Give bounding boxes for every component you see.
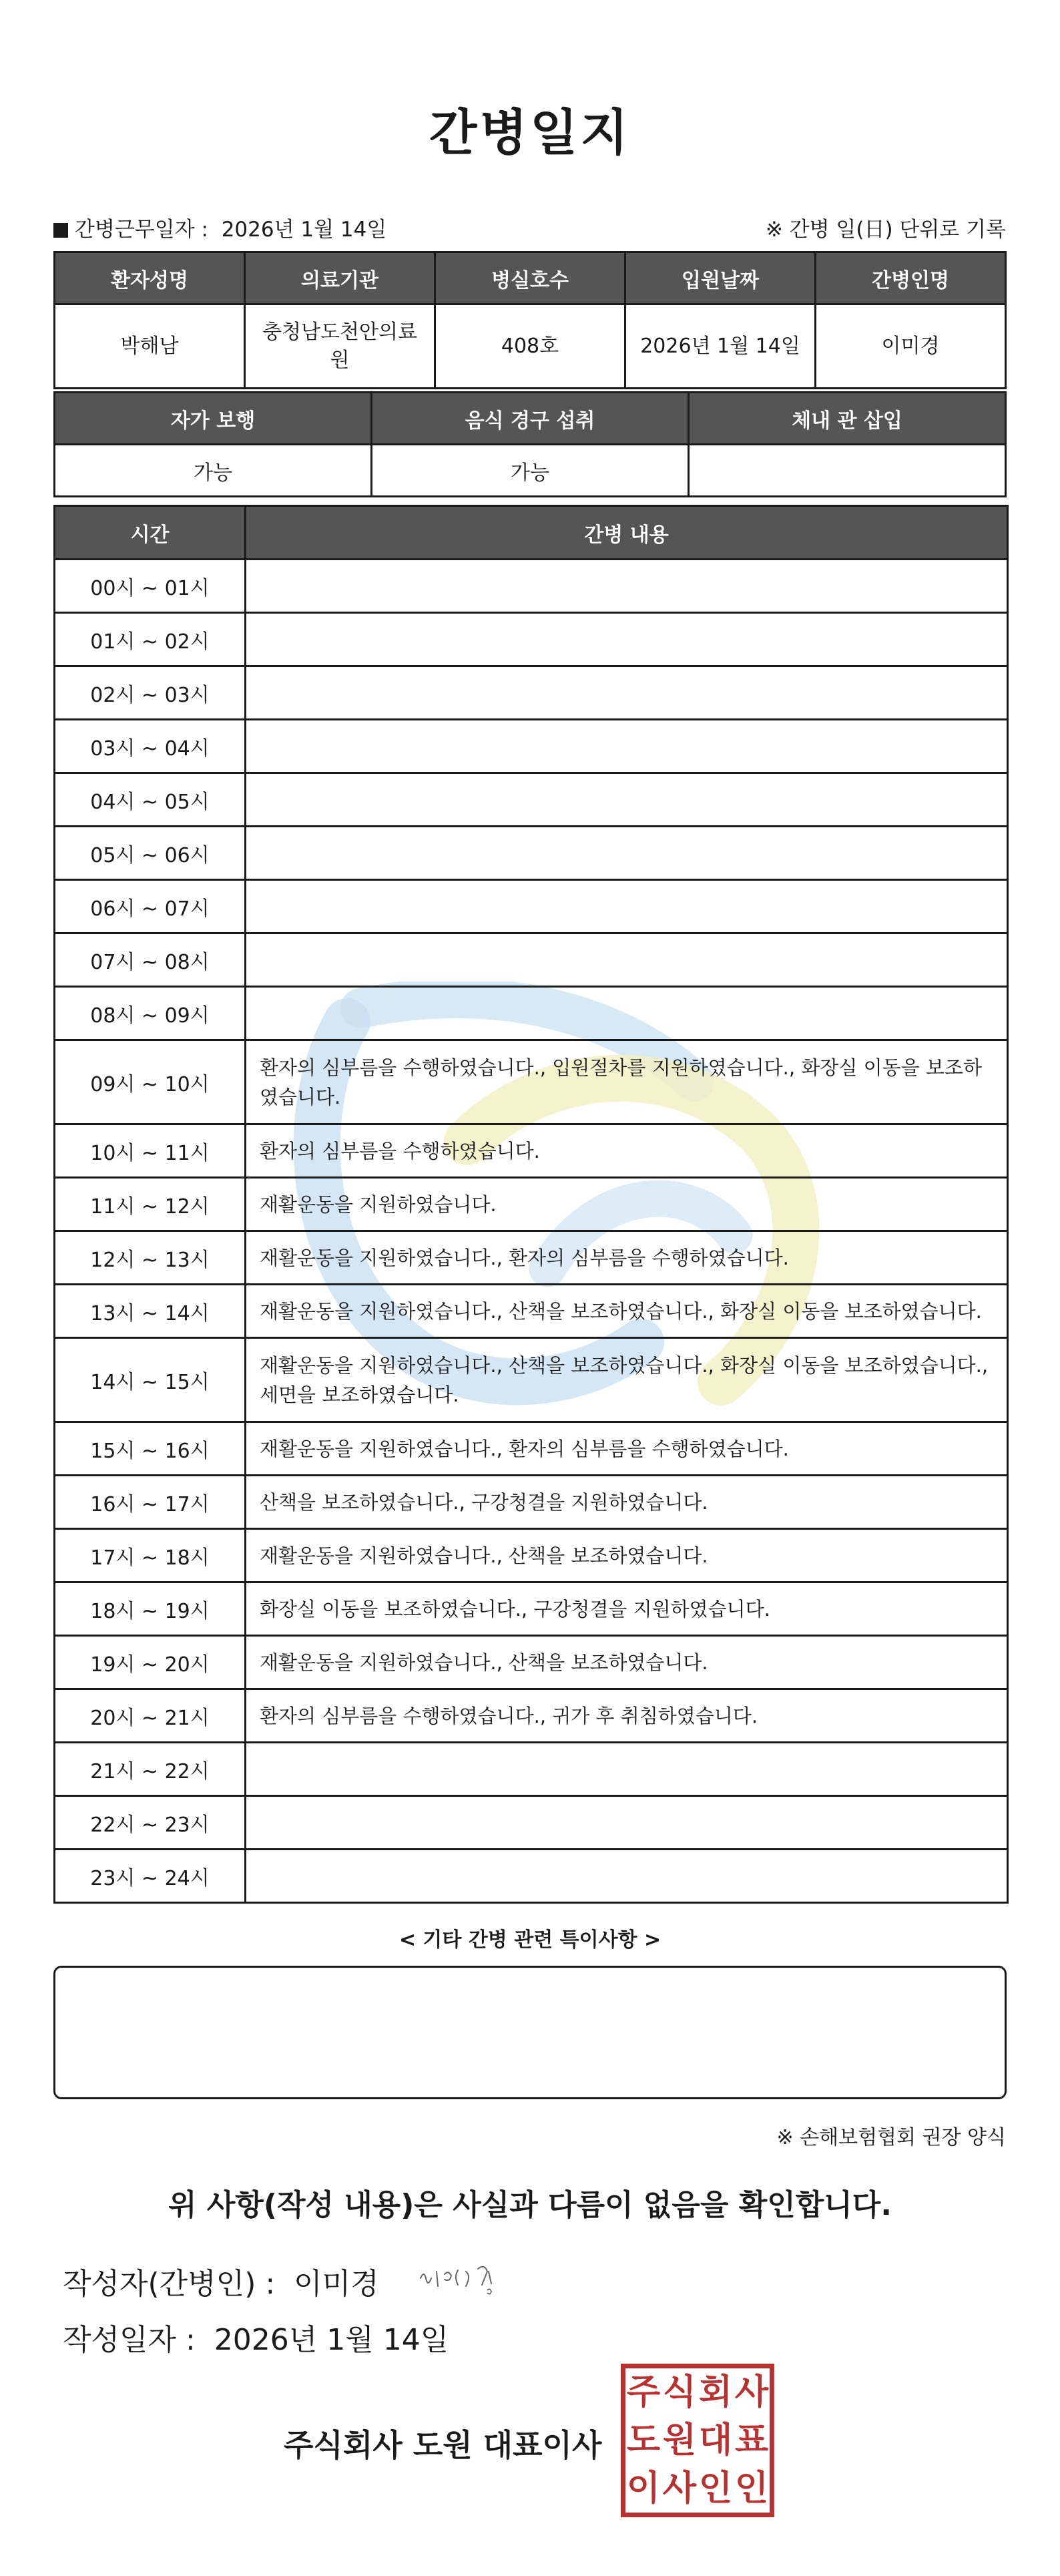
log-content [246,773,1008,827]
log-content: 재활운동을 지원하였습니다. [246,1178,1008,1231]
table-row [55,1285,1008,1338]
log-content [246,1850,1008,1903]
header-time: 시간 [55,506,246,560]
table-row [55,1689,1008,1743]
seal-char: 식 [662,2372,697,2412]
caregiver-name: 이미경 [816,304,1006,389]
table-row [55,1422,1008,1476]
square-bullet-icon [53,223,68,238]
table-row [55,827,1008,880]
written-date-value: 2026년 1월 14일 [214,2323,449,2357]
room-number: 408호 [435,304,625,389]
table-row [55,1476,1008,1529]
seal-char: 주 [626,2372,661,2412]
seal-char: 이 [626,2468,661,2509]
notes-box [53,1966,1007,2099]
log-time: 01시 ~ 02시 [55,613,246,666]
patient-name: 박해남 [55,304,245,389]
log-time: 11시 ~ 12시 [55,1178,246,1231]
log-content: 재활운동을 지원하였습니다., 환자의 심부름을 수행하였습니다. [246,1422,1008,1476]
table-row [55,1338,1008,1422]
table-row [55,1124,1008,1178]
log-content [246,560,1008,613]
seal-char: 원 [662,2420,697,2460]
patient-status-table [53,391,1007,497]
table-row [55,613,1008,666]
seal-char: 대 [698,2420,733,2460]
log-time: 22시 ~ 23시 [55,1796,246,1850]
self-walking-value: 가능 [55,445,372,497]
log-time: 20시 ~ 21시 [55,1689,246,1743]
log-time: 19시 ~ 20시 [55,1636,246,1689]
seal-char: 사 [734,2372,769,2412]
log-time: 13시 ~ 14시 [55,1285,246,1338]
log-content [246,613,1008,666]
notes-title: < 기타 간병 관련 특이사항 > [399,1928,661,1952]
header-admission-date: 입원날짜 [625,252,816,304]
seal-char: 도 [626,2420,661,2460]
table-row [55,560,1008,613]
log-content: 환자의 심부름을 수행하였습니다., 입원절차를 지원하였습니다., 화장실 이동을 보조하였습니다. [246,1040,1008,1124]
log-time: 06시 ~ 07시 [55,880,246,933]
log-time: 15시 ~ 16시 [55,1422,246,1476]
oral-intake-value: 가능 [372,445,689,497]
table-row [55,1231,1008,1285]
log-content [246,1796,1008,1850]
table-row [55,720,1008,773]
log-time: 03시 ~ 04시 [55,720,246,773]
log-time: 08시 ~ 09시 [55,987,246,1040]
seal-char: 표 [734,2420,769,2460]
recommend-note: ※ 손해보험협회 권장 양식 [776,2126,1006,2149]
log-time: 23시 ~ 24시 [55,1850,246,1903]
table-row [55,987,1008,1040]
table-row [55,1743,1008,1796]
log-content: 환자의 심부름을 수행하였습니다. [246,1124,1008,1178]
log-time: 12시 ~ 13시 [55,1231,246,1285]
table-row [55,933,1008,987]
work-date [53,212,386,242]
tube-insertion-value [689,445,1006,497]
log-content: 재활운동을 지원하였습니다., 환자의 심부름을 수행하였습니다. [246,1231,1008,1285]
seal-char: 회 [698,2372,733,2412]
log-time: 07시 ~ 08시 [55,933,246,987]
unit-note: ※ 간병 일(日) 단위로 기록 [765,218,1006,242]
header-room: 병실호수 [435,252,625,304]
log-time: 10시 ~ 11시 [55,1124,246,1178]
log-content: 재활운동을 지원하였습니다., 산책을 보조하였습니다. [246,1529,1008,1582]
log-time: 14시 ~ 15시 [55,1338,246,1422]
header-care-content: 간병 내용 [246,506,1008,560]
log-content [246,720,1008,773]
log-content [246,987,1008,1040]
written-date-label: 작성일자 : [63,2323,196,2357]
seal-char: 인 [734,2468,769,2509]
header-caregiver: 간병인명 [816,252,1006,304]
log-content [246,666,1008,720]
seal-char: 사 [662,2468,697,2509]
hospital-name: 충청남도천안의료원 [245,304,435,389]
header-patient-name: 환자성명 [55,252,245,304]
log-content [246,880,1008,933]
table-row [55,1796,1008,1850]
table-row [55,666,1008,720]
admission-date: 2026년 1월 14일 [625,304,816,389]
confirmation-text: 위 사항(작성 내용)은 사실과 다름이 없음을 확인합니다. [168,2188,892,2222]
signature-icon [414,2251,534,2305]
log-time: 16시 ~ 17시 [55,1476,246,1529]
table-row [55,1040,1008,1124]
log-time: 21시 ~ 22시 [55,1743,246,1796]
header-oral-intake: 음식 경구 섭취 [372,393,689,445]
table-row [55,1178,1008,1231]
log-content [246,1743,1008,1796]
table-row [55,1529,1008,1582]
log-content [246,933,1008,987]
log-content: 화장실 이동을 보조하였습니다., 구강청결을 지원하였습니다. [246,1582,1008,1636]
care-log-table [53,505,1009,1904]
header-tube-insertion: 체내 관 삽입 [689,393,1006,445]
log-time: 09시 ~ 10시 [55,1040,246,1124]
log-content: 재활운동을 지원하였습니다., 산책을 보조하였습니다., 화장실 이동을 보조하였습니다., 세면을 보조하였습니다. [246,1338,1008,1422]
company-name: 주식회사 도원 대표이사 [284,2427,602,2463]
written-date-line [63,2316,449,2358]
log-time: 00시 ~ 01시 [55,560,246,613]
work-date-value: 2026년 1월 14일 [221,218,387,242]
table-row [55,1636,1008,1689]
log-content: 재활운동을 지원하였습니다., 산책을 보조하였습니다., 화장실 이동을 보조하였습니다. [246,1285,1008,1338]
header-self-walking: 자가 보행 [55,393,372,445]
log-content [246,827,1008,880]
table-row [55,1582,1008,1636]
log-time: 05시 ~ 06시 [55,827,246,880]
table-row [55,880,1008,933]
log-content: 산책을 보조하였습니다., 구강청결을 지원하였습니다. [246,1476,1008,1529]
log-time: 17시 ~ 18시 [55,1529,246,1582]
writer-line [63,2260,379,2302]
work-date-label: 간병근무일자 : [75,218,208,242]
log-content: 재활운동을 지원하였습니다., 산책을 보조하였습니다. [246,1636,1008,1689]
log-time: 18시 ~ 19시 [55,1582,246,1636]
log-time: 02시 ~ 03시 [55,666,246,720]
table-row [55,1850,1008,1903]
log-time: 04시 ~ 05시 [55,773,246,827]
page-title: 간병일지 [429,104,631,162]
company-seal-icon [621,2364,774,2517]
header-hospital: 의료기관 [245,252,435,304]
table-row [55,773,1008,827]
seal-char: 인 [698,2468,733,2509]
writer-name: 이미경 [294,2267,379,2301]
log-content: 환자의 심부름을 수행하였습니다., 귀가 후 취침하였습니다. [246,1689,1008,1743]
writer-label: 작성자(간병인) : [63,2267,276,2301]
patient-info-table [53,251,1007,389]
